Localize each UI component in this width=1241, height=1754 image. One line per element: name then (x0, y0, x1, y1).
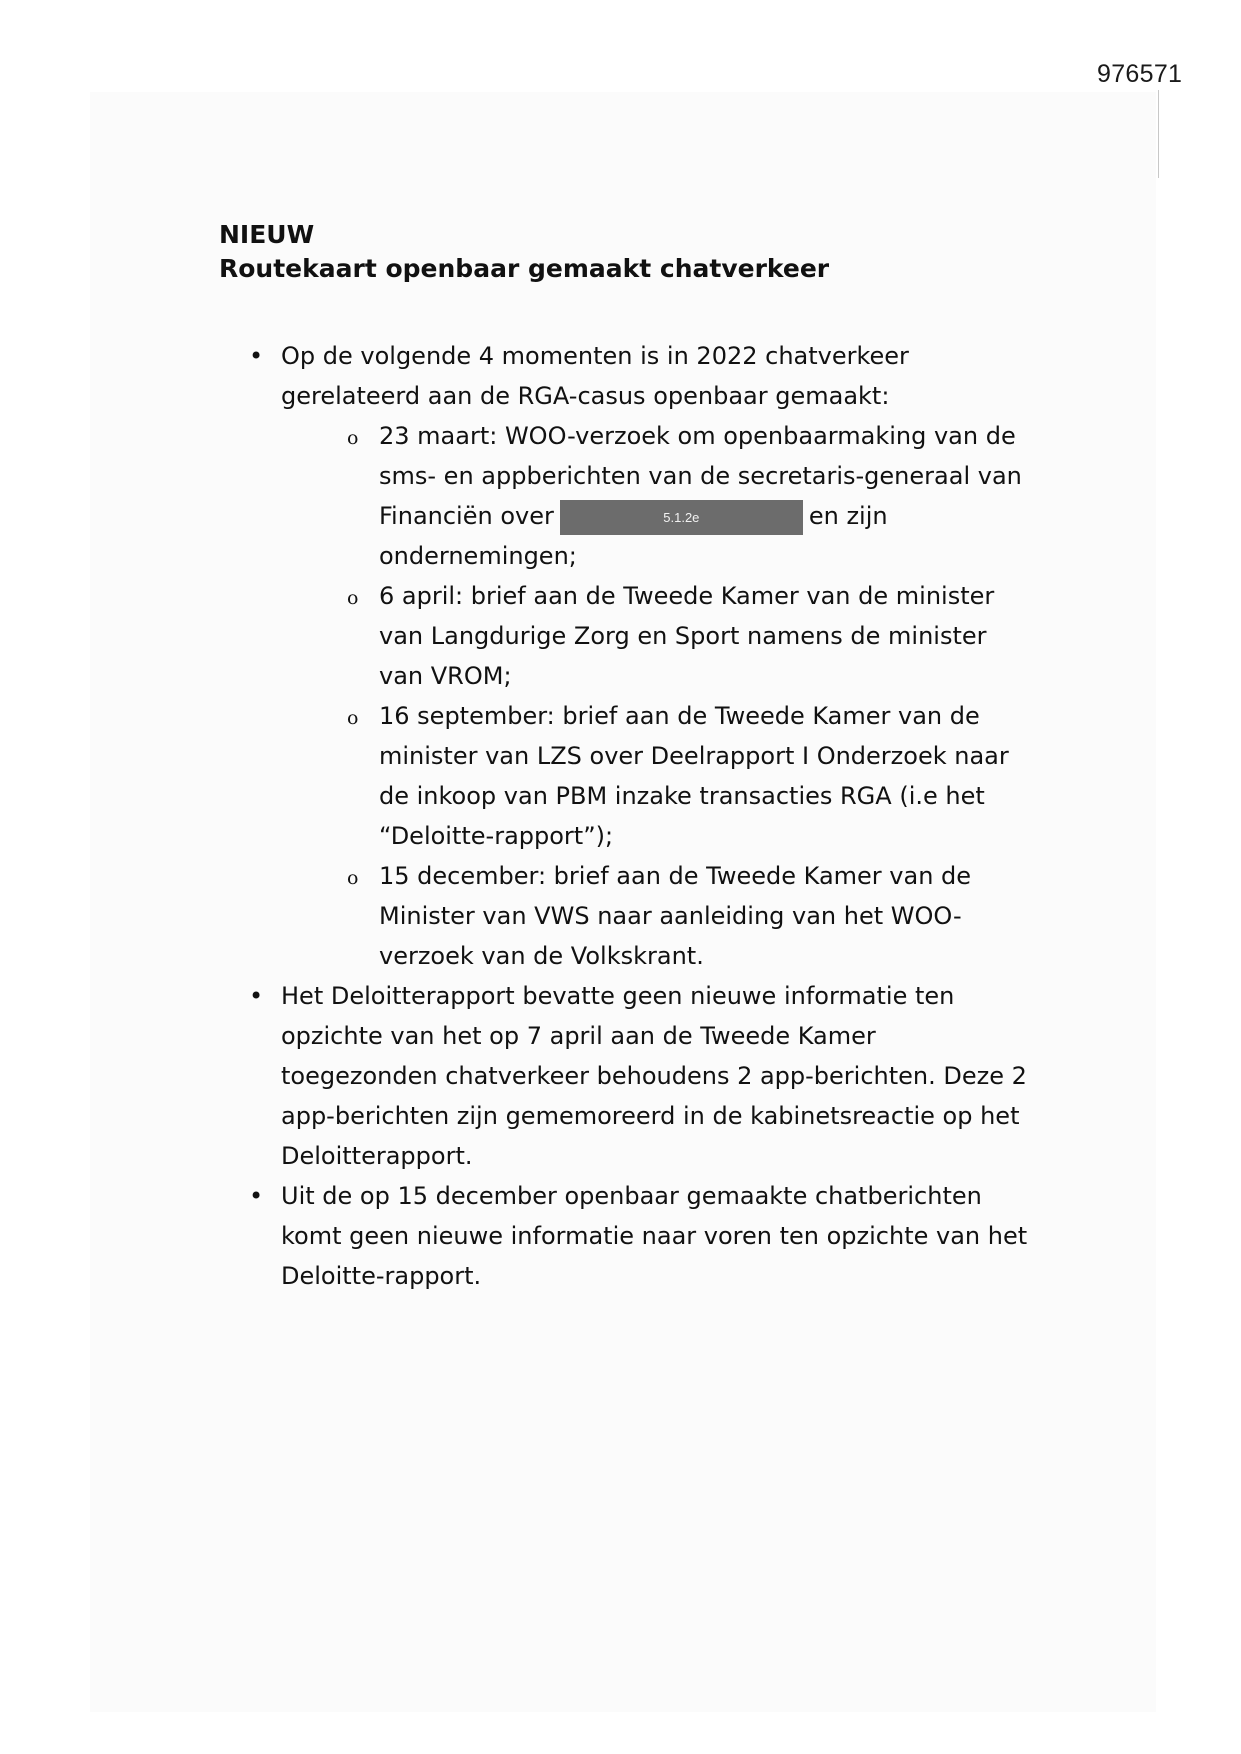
bullet-list (249, 336, 1029, 1296)
list-item (249, 976, 1029, 1176)
sub-bullet-icon: o (347, 427, 359, 449)
bullet-icon: • (249, 342, 264, 370)
sub-item-text: 6 april: brief aan de Tweede Kamer van de minister van Langdurige Zorg en Sport namens de minister van VROM; (379, 582, 995, 690)
sub-bullet-icon: o (347, 707, 359, 729)
sub-list-item (281, 576, 1029, 696)
sub-item-text: 23 maart: WOO-verzoek om openbaarmaking van de sms- en appberichten van de secretaris-generaal van Financiën over (379, 422, 1022, 530)
sub-list-item (281, 696, 1029, 856)
document-body (219, 218, 1039, 1290)
sub-item-text: en zijn ondernemingen; (379, 502, 888, 570)
heading-label: NIEUW (219, 220, 315, 249)
list-item-text: Op de volgende 4 momenten is in 2022 chatverkeer gerelateerd aan de RGA-casus openbaar gemaakt: (281, 342, 909, 410)
list-item (249, 336, 1029, 976)
sub-list (281, 416, 1029, 976)
sub-item-text: 16 september: brief aan de Tweede Kamer van de minister van LZS over Deelrapport I Onderzoek naar de inkoop van PBM inzake transacties RGA (i.e het “Deloitte-rapport”); (379, 702, 1009, 850)
margin-rule (1158, 90, 1159, 178)
list-item-text: Het Deloitterapport bevatte geen nieuwe informatie ten opzichte van het op 7 april aan de Tweede Kamer toegezonden chatverkeer behoudens 2 app-berichten. Deze 2 app-berichten zijn gememoreerd in de kabinetsreactie op het Deloitterapport. (281, 982, 1027, 1170)
sub-list-item (281, 416, 1029, 576)
list-item-text: Uit de op 15 december openbaar gemaakte chatberichten komt geen nieuwe informatie naar voren ten opzichte van het Deloitte-rapport. (281, 1182, 1028, 1290)
list-item (249, 1176, 1029, 1296)
sub-list-item (281, 856, 1029, 976)
bullet-icon: • (249, 1182, 264, 1210)
sub-bullet-icon: o (347, 587, 359, 609)
sub-item-text: 15 december: brief aan de Tweede Kamer van de Minister van VWS naar aanleiding van het WOO-verzoek van de Volkskrant. (379, 862, 972, 970)
heading-title: Routekaart openbaar gemaakt chatverkeer (219, 254, 830, 283)
document-id: 976571 (1097, 60, 1183, 88)
sub-bullet-icon: o (347, 867, 359, 889)
redaction-block: 5.1.2e (560, 500, 803, 535)
bullet-icon: • (249, 982, 264, 1010)
